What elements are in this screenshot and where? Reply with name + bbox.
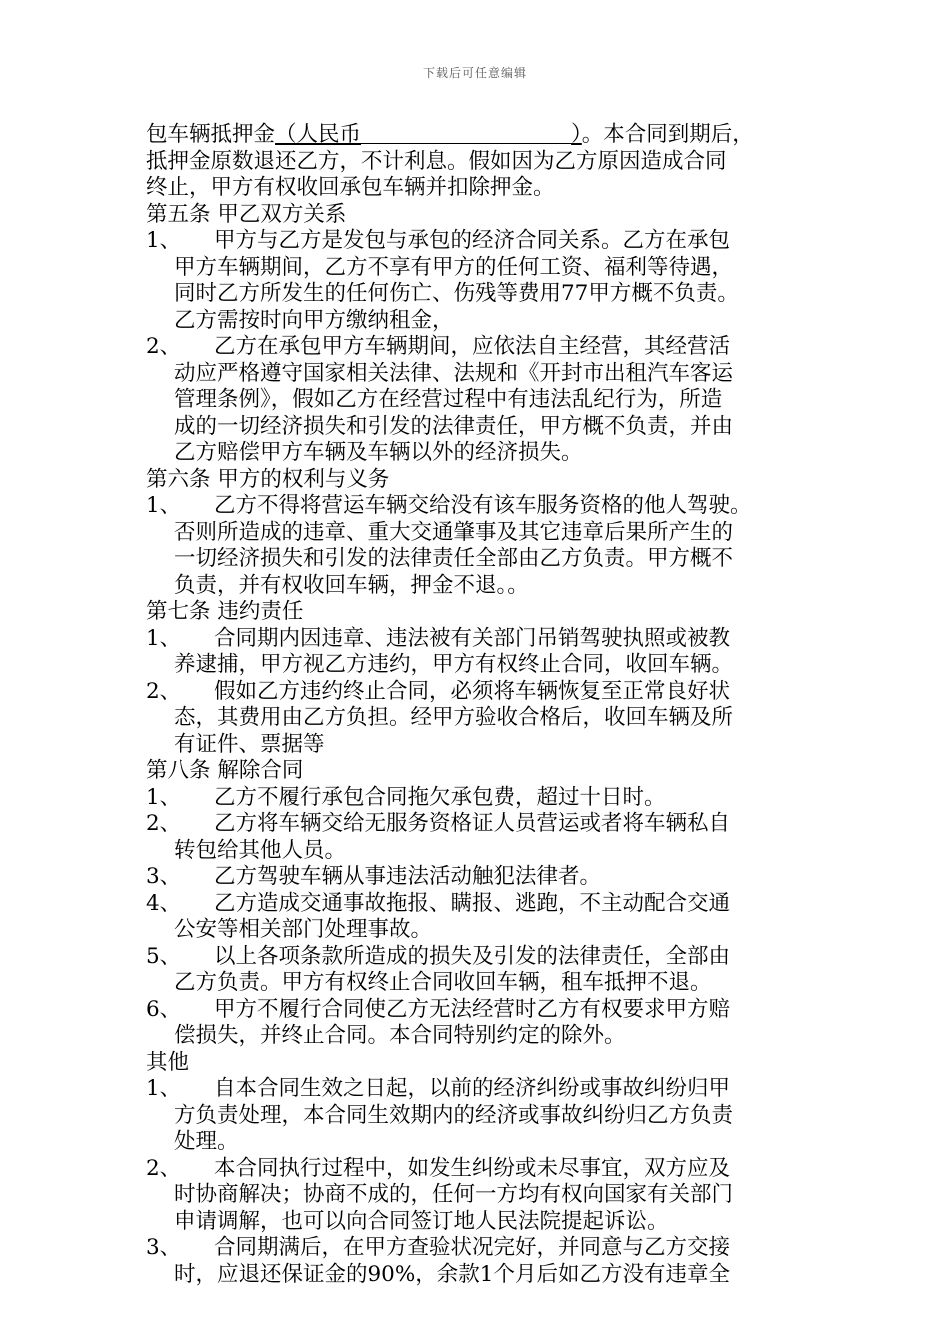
item-line: 假如乙方违约终止合同，必须将车辆恢复至正常良好状	[214, 678, 731, 704]
item-line: 有证件、票据等	[174, 731, 325, 757]
item-number: 4、	[146, 890, 182, 916]
item-number: 2、	[146, 811, 182, 836]
item-number: 1、	[146, 1076, 182, 1101]
s8-item	[146, 944, 814, 997]
intro-prefix: 包车辆抵押金	[146, 122, 276, 147]
item-line: 成的一切经济损失和引发的法律责任，甲方概不负责，并由	[174, 413, 734, 439]
item-body	[174, 1076, 814, 1156]
item-line: 申请调解，也可以向合同签订地人民法院提起诉讼。	[174, 1208, 669, 1234]
item-line: 合同期内因违章、违法被有关部门吊销驾驶执照或被教	[214, 625, 731, 651]
item-line: 转包给其他人员。	[174, 837, 347, 863]
item-number: 1、	[146, 625, 182, 651]
item-line: 甲方与乙方是发包与承包的经济合同关系。乙方在承包	[214, 228, 731, 253]
amount-blank	[361, 123, 571, 144]
item-body	[174, 785, 814, 812]
item-line: 偿损失，并终止合同。本合同特别约定的除外。	[174, 1023, 626, 1048]
item-number: 3、	[146, 1235, 182, 1260]
item-line: 养逮捕，甲方视乙方违约，甲方有权终止合同，收回车辆。	[174, 652, 734, 677]
item-number: 1、	[146, 784, 182, 810]
item-body	[174, 334, 814, 467]
item-line: 时，应退还保证金的90%，余款1个月后如乙方没有违章全	[174, 1261, 730, 1287]
intro-line-2: 抵押金原数退还乙方，不计利息。假如因为乙方原因造成合同	[146, 148, 727, 174]
item-body	[174, 864, 814, 891]
item-line: 乙方不履行承包合同拖欠承包费，超过十日时。	[214, 784, 666, 810]
item-line: 乙方赔偿甲方车辆及车辆以外的经济损失。	[174, 440, 583, 465]
section-other-title: 其他	[146, 1049, 190, 1075]
section-5-title: 第五条 甲乙双方关系	[146, 201, 347, 227]
item-number: 6、	[146, 996, 182, 1022]
other-item	[146, 1235, 814, 1288]
item-line: 时协商解决；协商不成的，任何一方均有权向国家有关部门	[174, 1182, 734, 1207]
item-line: 动应严格遵守国家相关法律、法规和《开封市出租汽车客运	[174, 360, 734, 386]
item-body	[174, 679, 814, 759]
section-8-title: 第八条 解除合同	[146, 758, 304, 783]
item-line: 甲方车辆期间，乙方不享有甲方的任何工资、福利等待遇，	[174, 254, 734, 280]
s7-item	[146, 679, 814, 759]
item-body	[174, 493, 814, 599]
intro-line-3: 终止，甲方有权收回承包车辆并扣除押金。	[146, 175, 555, 200]
s8-item	[146, 811, 814, 864]
s8-item	[146, 864, 814, 891]
s8-item	[146, 785, 814, 812]
item-line: 本合同执行过程中，如发生纠纷或未尽事宜，双方应及	[214, 1155, 731, 1181]
section-7-title: 第七条 违约责任	[146, 599, 304, 624]
intro-suffix: 。本合同到期后，	[581, 122, 754, 147]
item-body	[174, 811, 814, 864]
item-line: 一切经济损失和引发的法律责任全部由乙方负责。甲方概不	[174, 546, 734, 571]
s5-item	[146, 334, 814, 467]
intro-paren-close: ）	[571, 122, 582, 147]
item-number: 1、	[146, 228, 182, 253]
section-6-title: 第六条 甲方的权利与义务	[146, 466, 390, 492]
item-line: 方负责处理，本合同生效期内的经济或事故纠纷归乙方负责	[174, 1102, 734, 1128]
item-number: 2、	[146, 678, 182, 704]
item-line: 否则所造成的违章、重大交通肇事及其它违章后果所产生的	[174, 519, 734, 545]
document-body	[146, 122, 814, 1288]
item-number: 2、	[146, 334, 182, 359]
item-number: 1、	[146, 493, 182, 518]
item-number: 2、	[146, 1155, 182, 1181]
other-item	[146, 1156, 814, 1236]
item-body	[174, 1235, 814, 1288]
item-line: 乙方不得将营运车辆交给没有该车服务资格的他人驾驶。	[214, 493, 752, 518]
item-line: 处理。	[174, 1129, 239, 1154]
item-line: 乙方需按时向甲方缴纳租金，	[174, 307, 454, 333]
item-line: 乙方造成交通事故拖报、瞒报、逃跑，不主动配合交通	[214, 890, 731, 916]
item-body	[174, 228, 814, 334]
other-item	[146, 1076, 814, 1156]
item-line: 乙方将车辆交给无服务资格证人员营运或者将车辆私自	[214, 811, 731, 836]
item-number: 3、	[146, 864, 182, 889]
s8-item	[146, 891, 814, 944]
item-body	[174, 944, 814, 997]
item-line: 自本合同生效之日起，以前的经济纠纷或事故纠纷归甲	[214, 1076, 731, 1101]
item-line: 乙方在承包甲方车辆期间，应依法自主经营，其经营活	[214, 334, 731, 359]
item-body	[174, 891, 814, 944]
item-number: 5、	[146, 943, 182, 969]
intro-paren-open: （人民币	[275, 122, 362, 147]
s5-item	[146, 228, 814, 334]
intro-line-1	[146, 122, 814, 149]
item-body	[174, 997, 814, 1050]
s8-item	[146, 997, 814, 1050]
item-line: 公安等相关部门处理事故。	[174, 917, 433, 942]
s6-item	[146, 493, 814, 599]
item-body	[174, 1156, 814, 1236]
item-body	[174, 626, 814, 679]
item-line: 乙方负责。甲方有权终止合同收回车辆，租车抵押不退。	[174, 970, 712, 995]
item-line: 负责，并有权收回车辆，押金不退。。	[174, 572, 529, 598]
item-line: 管理条例》，假如乙方在经营过程中有违法乱纪行为，所造	[174, 387, 723, 412]
page-header: 下载后可任意编辑	[422, 66, 527, 80]
item-line: 以上各项条款所造成的损失及引发的法律责任，全部由	[214, 943, 731, 969]
item-line: 同时乙方所发生的任何伤亡、伤残等费用77甲方概不负责。	[174, 281, 739, 306]
item-line: 乙方驾驶车辆从事违法活动触犯法律者。	[214, 864, 602, 889]
item-line: 合同期满后，在甲方查验状况完好，并同意与乙方交接	[214, 1235, 731, 1260]
item-line: 态，其费用由乙方负担。经甲方验收合格后，收回车辆及所	[174, 705, 734, 730]
s7-item	[146, 626, 814, 679]
item-line: 甲方不履行合同使乙方无法经营时乙方有权要求甲方赔	[214, 996, 731, 1022]
